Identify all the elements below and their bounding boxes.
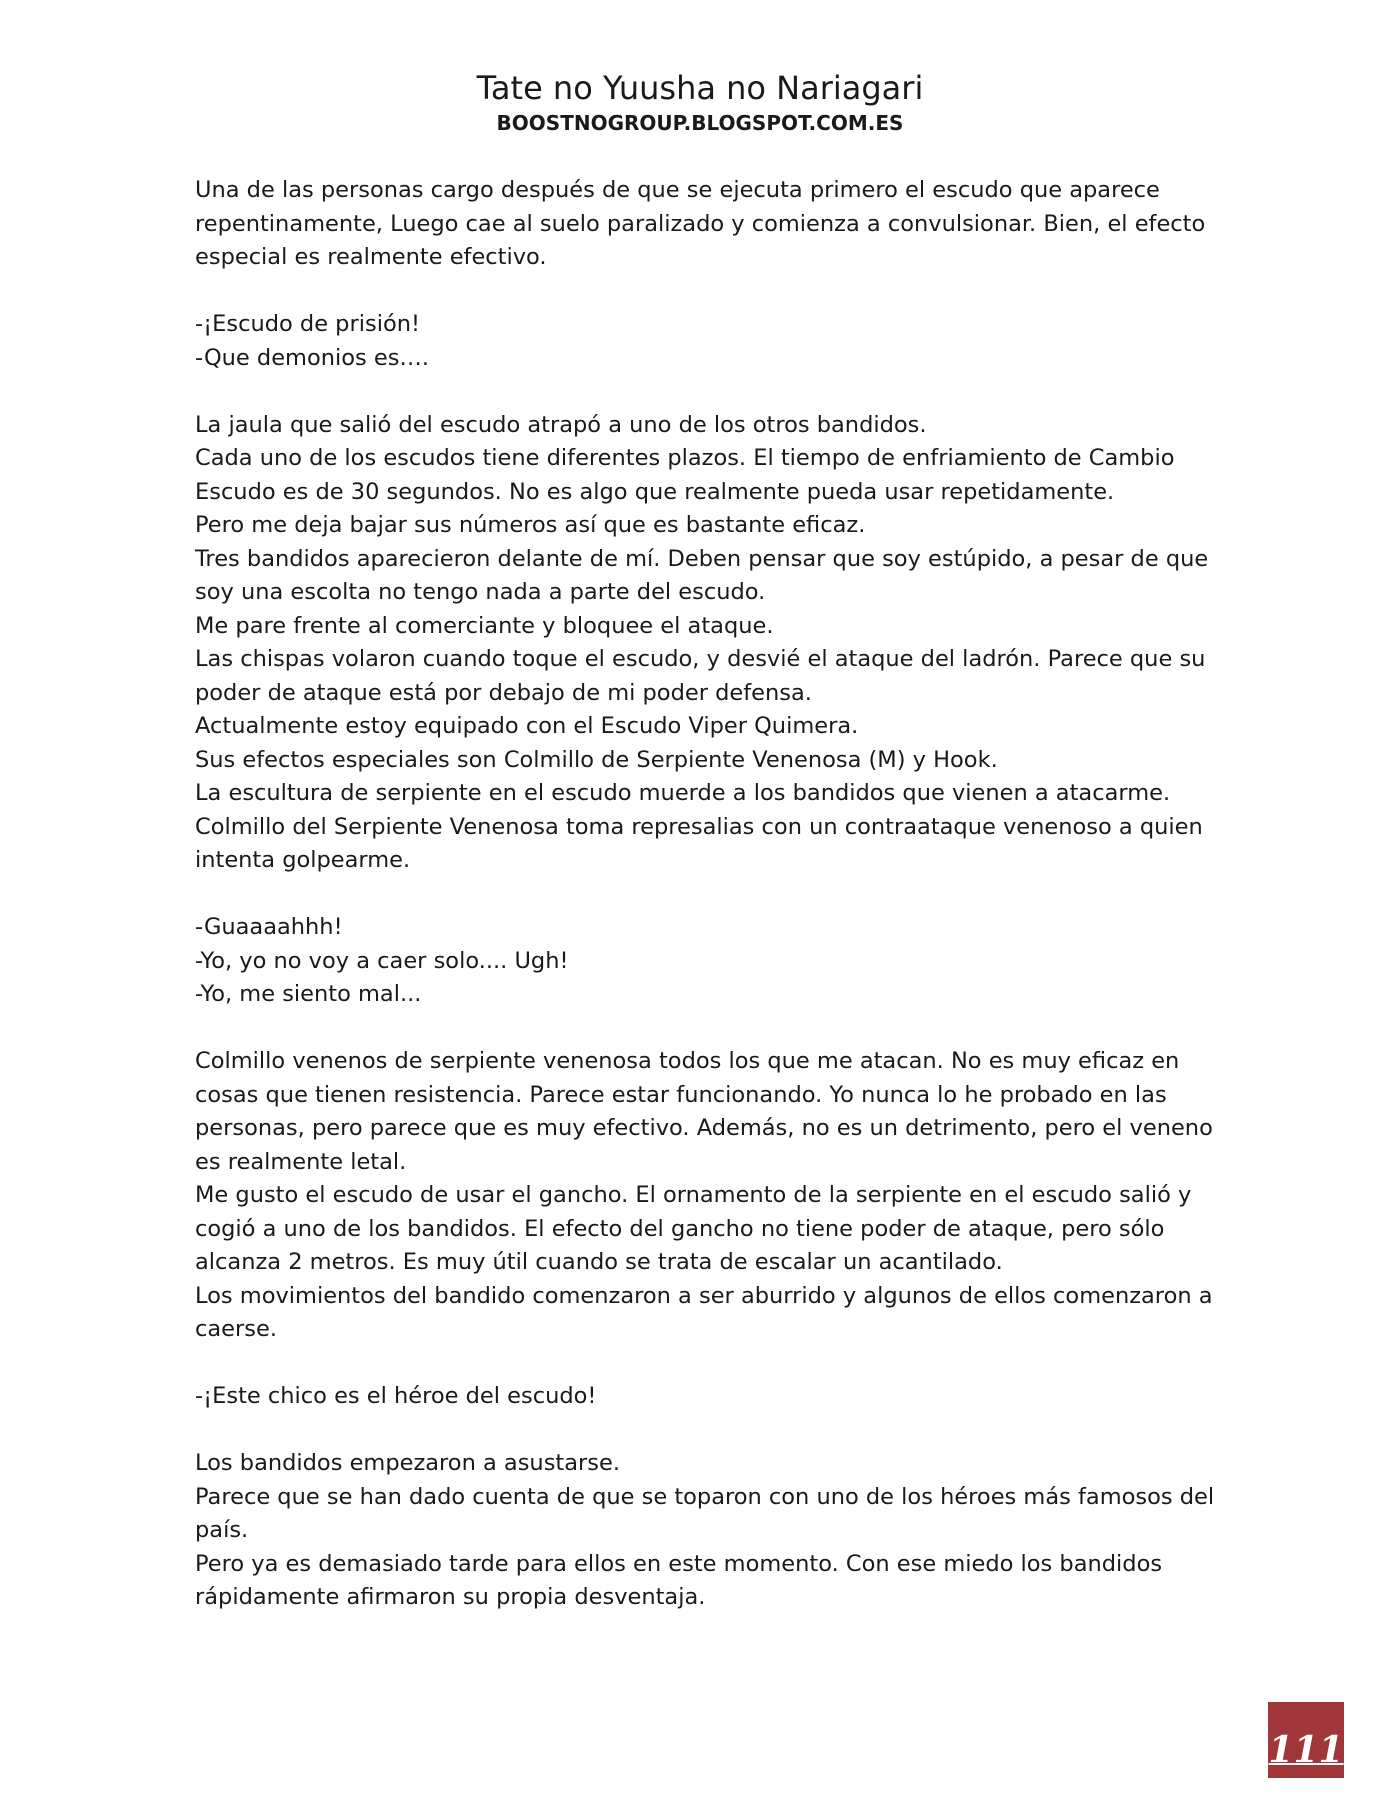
text-line: Me pare frente al comerciante y bloquee el ataque.: [195, 612, 774, 639]
text-line: -¡Escudo de prisión!: [195, 311, 420, 337]
text-line: rápidamente afirmaron su propia desventaja.: [195, 1584, 706, 1610]
text-line: Colmillo venenos de serpiente venenosa todos los que me atacan. No es muy eficaz en: [195, 1048, 1180, 1074]
blank-line: [195, 878, 1215, 912]
text-line: repentinamente, Luego cae al suelo paralizado y comienza a convulsionar. Bien, el efecto: [195, 210, 1206, 237]
blank-line: [195, 375, 1215, 409]
text-line: es realmente letal.: [195, 1148, 407, 1175]
text-line: Tres bandidos aparecieron delante de mí. Deben pensar que soy estúpido, a pesar de que: [195, 545, 1209, 572]
text-line: -Yo, me siento mal...: [195, 981, 422, 1007]
text-line: Sus efectos especiales son Colmillo de Serpiente Venenosa (M) y Hook.: [195, 746, 998, 773]
text-line: país.: [195, 1517, 249, 1543]
text-line: Los bandidos empezaron a asustarse.: [195, 1450, 620, 1476]
page-number-badge: [1268, 1702, 1344, 1778]
page-number: 111: [1268, 1729, 1344, 1771]
text-line: especial es realmente efectivo.: [195, 244, 547, 270]
text-line: Me gusto el escudo de usar el gancho. El ornamento de la serpiente en el escudo salió y: [195, 1182, 1192, 1208]
body-text: [195, 174, 1215, 1615]
text-line: La jaula que salió del escudo atrapó a uno de los otros bandidos.: [195, 411, 927, 438]
text-line: Actualmente estoy equipado con el Escudo Viper Quimera.: [195, 713, 859, 739]
text-line: Los movimientos del bandido comenzaron a ser aburrido y algunos de ellos comenzaron a: [195, 1282, 1213, 1309]
text-line: intenta golpearme.: [195, 847, 411, 873]
text-line: soy una escolta no tengo nada a parte del escudo.: [195, 579, 766, 605]
text-line: Las chispas volaron cuando toque el escudo, y desvié el ataque del ladrón. Parece que su: [195, 646, 1206, 672]
text-line: Escudo es de 30 segundos. No es algo que realmente pueda usar repetidamente.: [195, 478, 1115, 505]
text-line: -Guaaaahhh!: [195, 914, 343, 940]
text-line: La escultura de serpiente en el escudo muerde a los bandidos que vienen a atacarme.: [195, 780, 1171, 806]
text-line: personas, pero parece que es muy efectivo. Además, no es un detrimento, pero el veneno: [195, 1115, 1213, 1141]
blank-line: [195, 275, 1215, 309]
blog-url: BOOSTNOGROUP.BLOGSPOT.COM.ES: [496, 111, 904, 135]
text-line: -Yo, yo no voy a caer solo.... Ugh!: [195, 947, 569, 974]
text-line: -¡Este chico es el héroe del escudo!: [195, 1383, 597, 1409]
blank-line: [195, 1012, 1215, 1046]
text-line: caerse.: [195, 1316, 277, 1342]
text-line: cogió a uno de los bandidos. El efecto del gancho no tiene poder de ataque, pero sólo: [195, 1215, 1165, 1242]
text-line: alcanza 2 metros. Es muy útil cuando se trata de escalar un acantilado.: [195, 1249, 1003, 1275]
text-line: Parece que se han dado cuenta de que se toparon con uno de los héroes más famosos del: [195, 1483, 1215, 1510]
text-line: Una de las personas cargo después de que se ejecuta primero el escudo que aparece: [195, 177, 1160, 203]
text-line: cosas que tienen resistencia. Parece estar funcionando. Yo nunca lo he probado en las: [195, 1081, 1167, 1108]
text-line: Colmillo del Serpiente Venenosa toma represalias con un contraataque venenoso a quien: [195, 813, 1203, 840]
text-line: Pero me deja bajar sus números así que es bastante eficaz.: [195, 512, 866, 538]
text-line: Cada uno de los escudos tiene diferentes plazos. El tiempo de enfriamiento de Cambio: [195, 445, 1175, 471]
text-line: -Que demonios es….: [195, 344, 430, 371]
book-title: Tate no Yuusha no Nariagari: [476, 69, 924, 107]
page-header: [0, 68, 1400, 136]
blank-line: [195, 1347, 1215, 1381]
text-line: Pero ya es demasiado tarde para ellos en este momento. Con ese miedo los bandidos: [195, 1550, 1163, 1577]
text-line: poder de ataque está por debajo de mi poder defensa.: [195, 679, 812, 706]
blank-line: [195, 1414, 1215, 1448]
